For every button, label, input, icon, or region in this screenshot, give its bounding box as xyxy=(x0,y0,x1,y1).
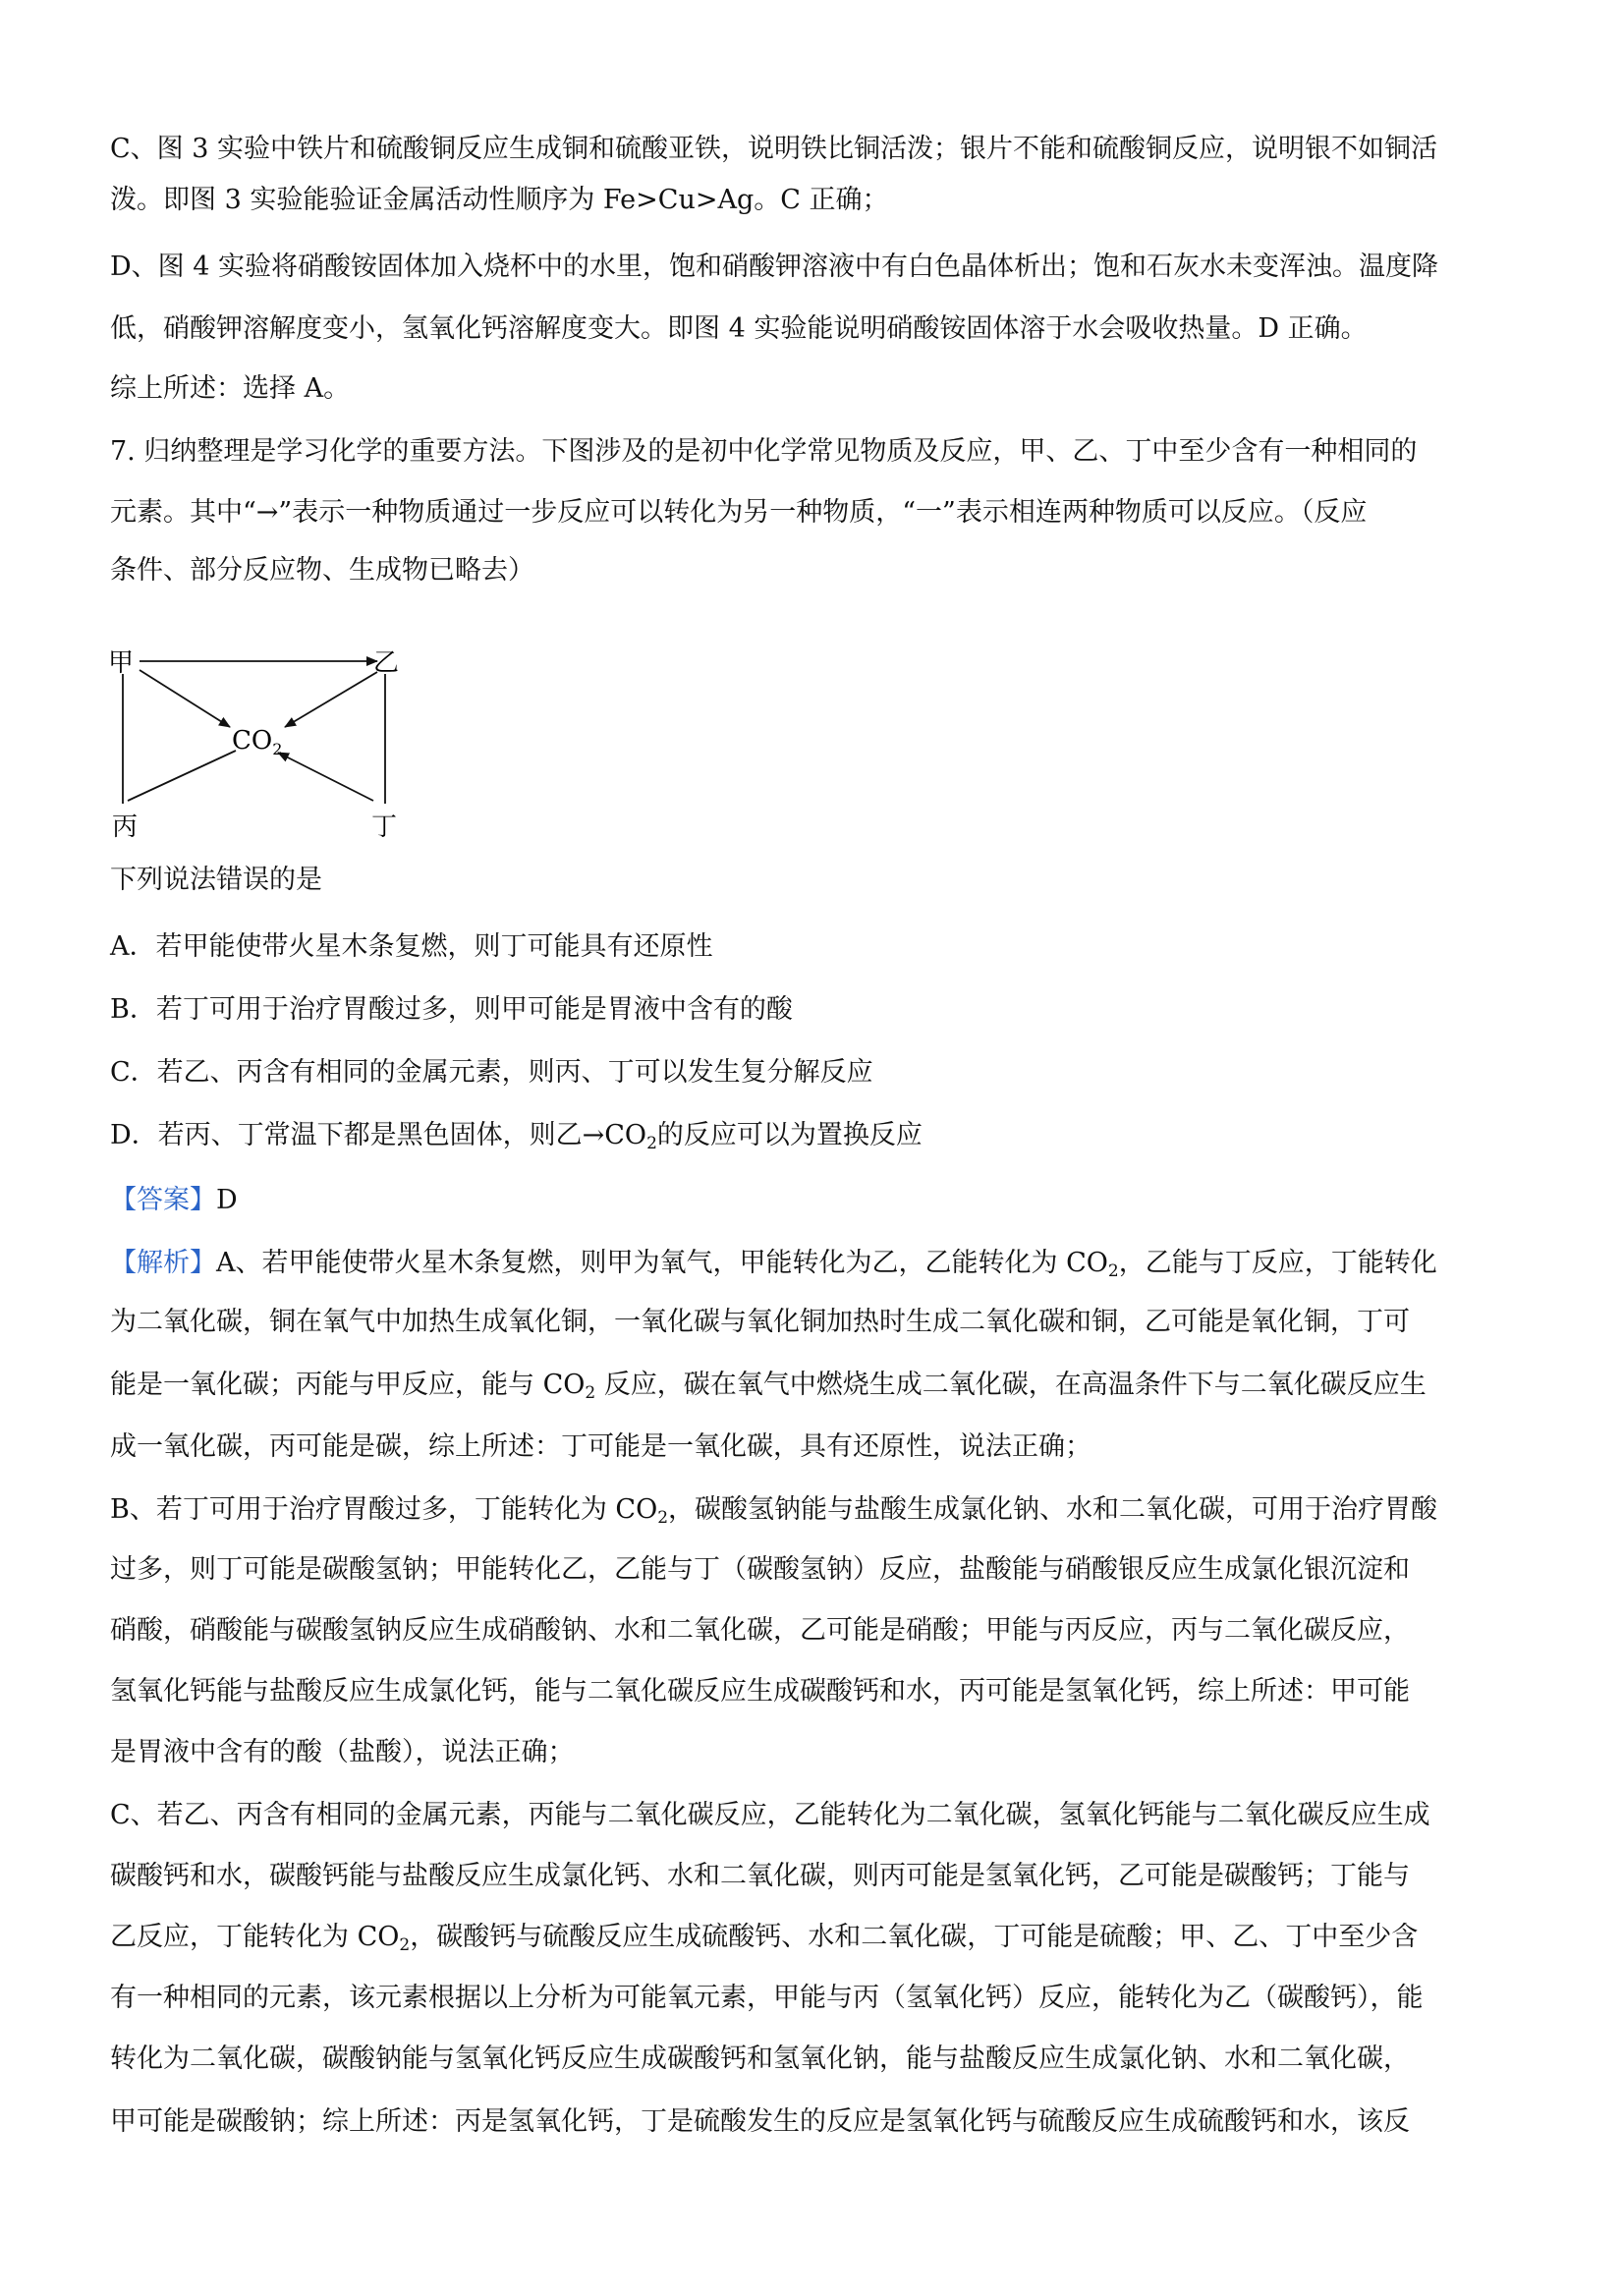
reaction-diagram xyxy=(98,629,452,855)
question-stem-line: 元素。其中“→”表示一种物质通过一步反应可以转化为另一种物质，“一”表示相连两种物质可以反应。（反应 xyxy=(110,497,1368,528)
label-co2: $CO_2$ xyxy=(232,726,283,758)
analysis-line: B、若丁可用于治疗胃酸过多，丁能转化为 $CO_2$，碳酸氢钠能与盐酸生成氯化钠、水和二氧化碳，可用于治疗胃酸 xyxy=(110,1494,1438,1528)
label-jia: 甲 xyxy=(108,648,135,678)
analysis-line: 乙反应，丁能转化为 $CO_2$，碳酸钙与硫酸反应生成硫酸钙、水和二氧化碳，丁可能是硫酸；甲、乙、丁中至少含 xyxy=(110,1922,1419,1955)
analysis-line: 转化为二氧化碳，碳酸钠能与氢氧化钙反应生成碳酸钙和氢氧化钠，能与盐酸反应生成氯化钠、水和二氧化碳， xyxy=(110,2044,1410,2074)
option-d: D．若丙、丁常温下都是黑色固体，则乙$\to CO_2$的反应可以为置换反应 xyxy=(110,1120,923,1153)
question-prompt: 下列说法错误的是 xyxy=(110,865,322,895)
analysis-line: 有一种相同的元素，该元素根据以上分析为可能氧元素，甲能与丙（氢氧化钙）反应，能转化为乙（碳酸钙），能 xyxy=(110,1983,1424,2013)
label-bing: 丙 xyxy=(112,812,139,842)
arrow-ding-to-co2 xyxy=(278,753,373,801)
text-line: 泼。即图 3 实验能验证金属活动性顺序为 Fe>Cu>Ag。C 正确； xyxy=(110,185,889,215)
analysis-line: 【解析】A、若甲能使带火星木条复燃，则甲为氧气，甲能转化为乙，乙能转化为 $CO_2$，乙能与丁反应，丁能转化 xyxy=(110,1248,1437,1281)
arrow-yi-to-co2 xyxy=(285,672,377,727)
analysis-line: 碳酸钙和水，碳酸钙能与盐酸反应生成氯化钙、水和二氧化碳，则丙可能是氢氧化钙，乙可能是碳酸钙；丁能与 xyxy=(110,1861,1410,1891)
arrow-jia-to-co2 xyxy=(140,670,230,727)
analysis-line: 为二氧化碳，铜在氧气中加热生成氧化铜，一氧化碳与氧化铜加热时生成二氧化碳和铜，乙可能是氧化铜，丁可 xyxy=(110,1307,1410,1337)
text-line: 低，硝酸钾溶解度变小，氢氧化钙溶解度变大。即图 4 实验能说明硝酸铵固体溶于水会吸收热量。D 正确。 xyxy=(110,313,1368,344)
analysis-line: 甲可能是碳酸钠；综上所述：丙是氢氧化钙，丁是硫酸发生的反应是氢氧化钙与硫酸反应生成硫酸钙和水，该反 xyxy=(110,2106,1410,2137)
analysis-line: 能是一氧化碳；丙能与甲反应，能与 $CO_2$ 反应，碳在氧气中燃烧生成二氧化碳，在高温条件下与二氧化碳反应生 xyxy=(110,1370,1427,1403)
answer-line xyxy=(110,1181,238,1220)
analysis-line: 是胃液中含有的酸（盐酸），说法正确； xyxy=(110,1737,575,1767)
option-c: C．若乙、丙含有相同的金属元素，则丙、丁可以发生复分解反应 xyxy=(110,1057,873,1088)
answer-tag: 【答案】 xyxy=(110,1185,216,1215)
analysis-tag: 【解析】 xyxy=(110,1248,216,1278)
analysis-line: C、若乙、丙含有相同的金属元素，丙能与二氧化碳反应，乙能转化为二氧化碳，氢氧化钙能与二氧化碳反应生成 xyxy=(110,1800,1430,1830)
analysis-line: 成一氧化碳，丙可能是碳，综上所述：丁可能是一氧化碳，具有还原性，说法正确； xyxy=(110,1431,1091,1462)
question-stem-line: 条件、部分反应物、生成物已略去） xyxy=(110,555,534,586)
analysis-line: 氢氧化钙能与盐酸反应生成氯化钙，能与二氧化碳反应生成碳酸钙和水，丙可能是氢氧化钙，综上所述：甲可能 xyxy=(110,1676,1410,1707)
option-b: B．若丁可用于治疗胃酸过多，则甲可能是胃液中含有的酸 xyxy=(110,994,793,1025)
label-yi: 乙 xyxy=(373,648,400,678)
link-bing-co2 xyxy=(128,751,236,801)
text-line: C、图 3 实验中铁片和硫酸铜反应生成铜和硫酸亚铁，说明铁比铜活泼；银片不能和硫酸铜反应，说明银不如铜活 xyxy=(110,134,1437,164)
option-a: A．若甲能使带火星木条复燃，则丁可能具有还原性 xyxy=(110,931,713,962)
text-line: 综上所述：选择 A。 xyxy=(110,373,351,404)
question-stem-line: 7. 归纳整理是学习化学的重要方法。下图涉及的是初中化学常见物质及反应，甲、乙、丁中至少含有一种相同的 xyxy=(110,436,1418,467)
analysis-line: 过多，则丁可能是碳酸氢钠；甲能转化乙，乙能与丁（碳酸氢钠）反应，盐酸能与硝酸银反应生成氯化银沉淀和 xyxy=(110,1554,1410,1585)
text-line: D、图 4 实验将硝酸铵固体加入烧杯中的水里，饱和硝酸钾溶液中有白色晶体析出；饱和石灰水未变浑浊。温度降 xyxy=(110,252,1438,282)
answer-value: D xyxy=(216,1185,238,1215)
analysis-line: 硝酸，硝酸能与碳酸氢钠反应生成硝酸钠、水和二氧化碳，乙可能是硝酸；甲能与丙反应，丙与二氧化碳反应， xyxy=(110,1615,1410,1646)
label-ding: 丁 xyxy=(371,812,398,842)
